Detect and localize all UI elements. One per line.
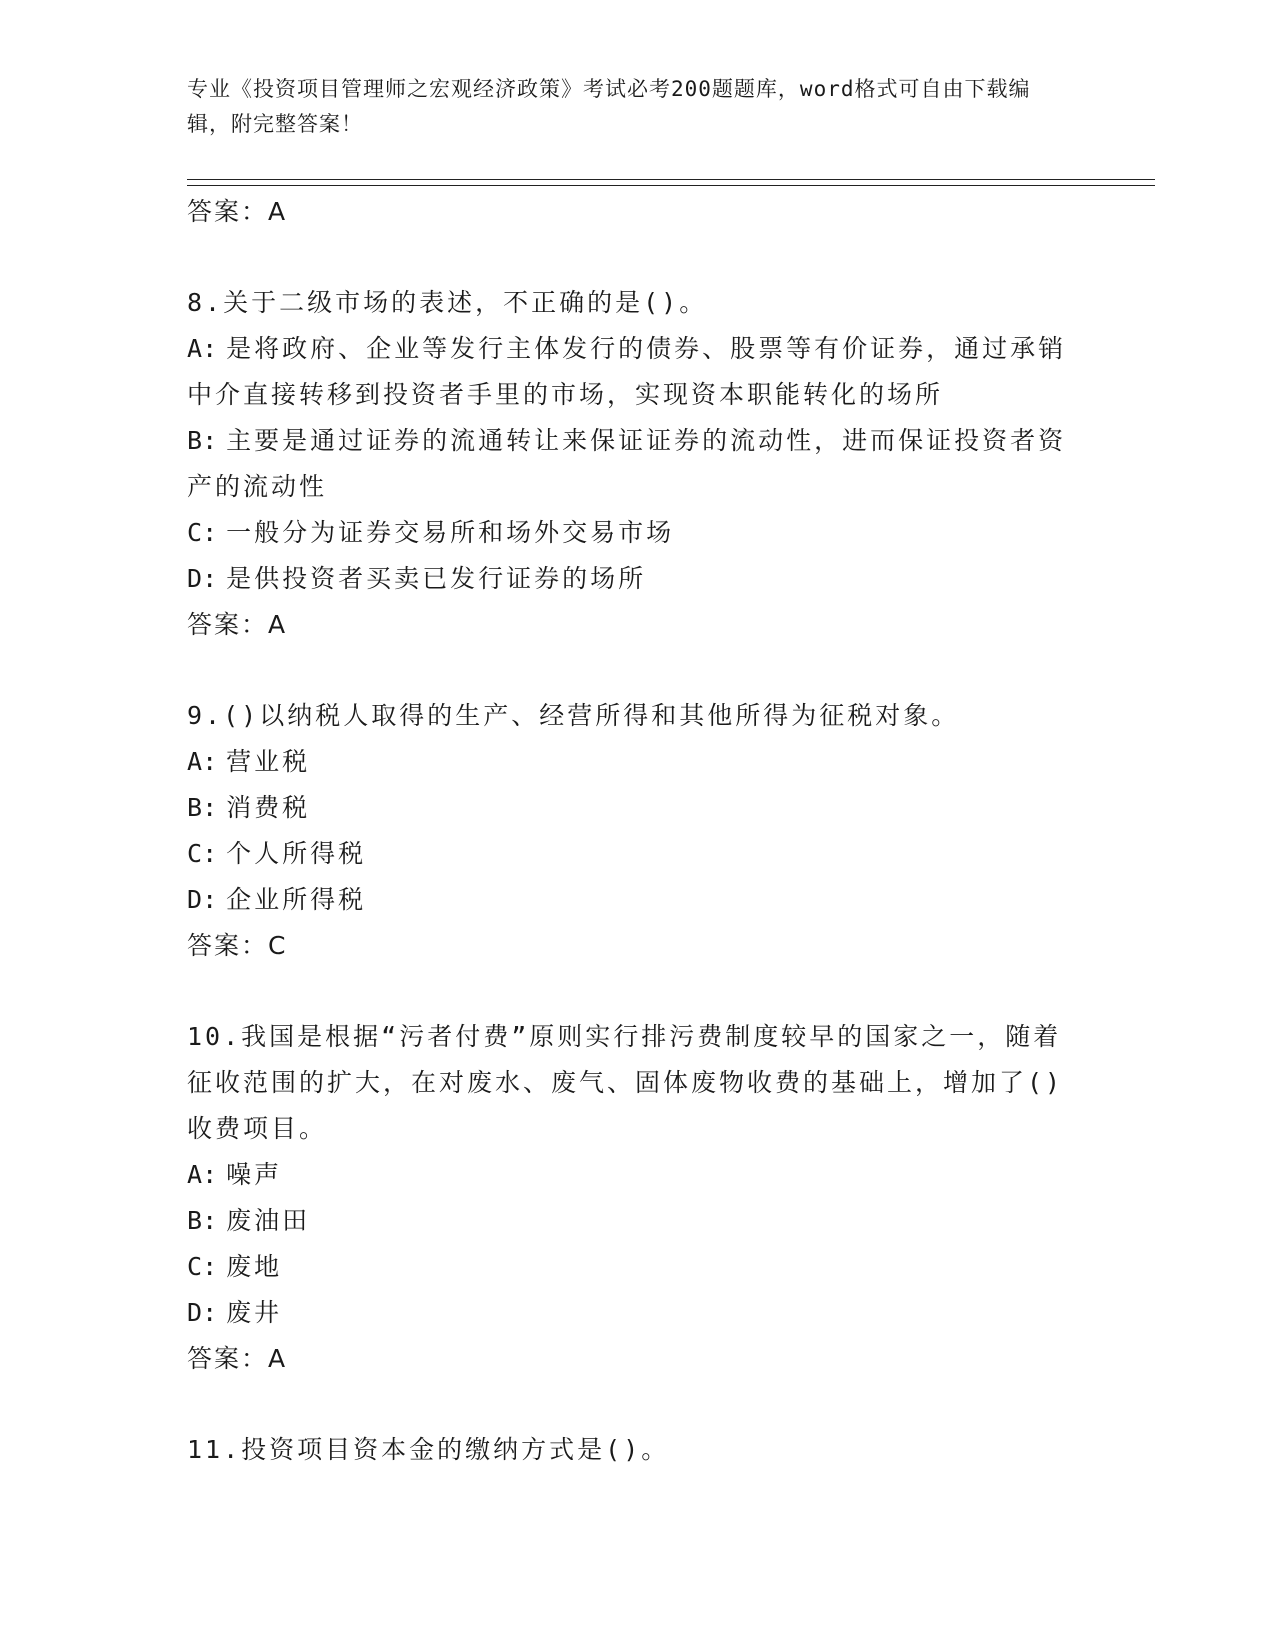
answer-value: A xyxy=(268,1344,287,1373)
option-text: 企业所得税 xyxy=(226,885,367,914)
header-rule-bottom xyxy=(187,185,1155,186)
option-separator: : xyxy=(202,1252,221,1281)
option-text: 主要是通过证券的流通转让来保证证券的流动性，进而保证投资者资产的流动性 xyxy=(187,426,1067,501)
option-key: B xyxy=(187,426,203,455)
option-text: 噪声 xyxy=(226,1160,283,1189)
option-c xyxy=(187,831,1087,877)
option-key: D xyxy=(187,1298,203,1327)
question-stem: 11.投资项目资本金的缴纳方式是()。 xyxy=(187,1435,670,1464)
option-separator: : xyxy=(202,518,221,547)
option-key: A xyxy=(187,747,203,776)
question-block xyxy=(187,693,1087,969)
option-separator: : xyxy=(202,747,221,776)
option-separator: : xyxy=(202,564,221,593)
option-separator: : xyxy=(202,1206,221,1235)
answer-value: C xyxy=(268,931,287,960)
document-header: 专业《投资项目管理师之宏观经济政策》考试必考200题题库，word格式可自由下载编辑，附完整答案！ xyxy=(187,77,1031,136)
option-text: 个人所得税 xyxy=(226,839,367,868)
option-key: C xyxy=(187,518,203,547)
answer-line xyxy=(187,923,1087,969)
option-key: C xyxy=(187,1252,203,1281)
option-separator: : xyxy=(202,793,221,822)
option-key: B xyxy=(187,1206,203,1235)
header-rule-top xyxy=(187,179,1155,180)
option-key: D xyxy=(187,885,203,914)
option-b xyxy=(187,418,1087,510)
option-c xyxy=(187,1244,1087,1290)
option-a xyxy=(187,326,1087,418)
option-separator: : xyxy=(202,1298,221,1327)
option-key: A xyxy=(187,334,203,363)
question-stem: 8.关于二级市场的表述，不正确的是()。 xyxy=(187,288,708,317)
question-list xyxy=(187,189,1087,1473)
option-text: 废油田 xyxy=(226,1206,311,1235)
answer-label: 答案： xyxy=(187,931,269,960)
option-a xyxy=(187,1152,1087,1198)
option-c xyxy=(187,510,1087,556)
option-separator: : xyxy=(202,839,221,868)
answer-label: 答案： xyxy=(187,1344,269,1373)
option-text: 一般分为证券交易所和场外交易市场 xyxy=(226,518,675,547)
option-d xyxy=(187,1290,1087,1336)
question-block xyxy=(187,1014,1087,1382)
option-b xyxy=(187,785,1087,831)
option-key: C xyxy=(187,839,203,868)
option-separator: : xyxy=(202,1160,221,1189)
option-text: 消费税 xyxy=(226,793,311,822)
option-text: 废地 xyxy=(226,1252,283,1281)
option-d xyxy=(187,556,1087,602)
option-a xyxy=(187,739,1087,785)
answer-line xyxy=(187,1336,1087,1382)
option-key: B xyxy=(187,793,203,822)
question-block xyxy=(187,1427,1087,1473)
answer-value: A xyxy=(268,610,287,639)
answer-value: A xyxy=(268,197,287,226)
option-separator: : xyxy=(202,334,221,363)
answer-line xyxy=(187,189,1087,235)
questions-container xyxy=(187,280,1087,1473)
question-stem: 10.我国是根据“污者付费”原则实行排污费制度较早的国家之一，随着征收范围的扩大，在对废水、废气、固体废物收费的基础上，增加了()收费项目。 xyxy=(187,1022,1064,1143)
option-key: A xyxy=(187,1160,203,1189)
option-d xyxy=(187,877,1087,923)
answer-label: 答案： xyxy=(187,610,269,639)
option-text: 营业税 xyxy=(226,747,311,776)
option-text: 是将政府、企业等发行主体发行的债券、股票等有价证券，通过承销中介直接转移到投资者手里的市场，实现资本职能转化的场所 xyxy=(187,334,1067,409)
option-text: 废井 xyxy=(226,1298,283,1327)
option-key: D xyxy=(187,564,203,593)
option-separator: : xyxy=(202,426,221,455)
question-block xyxy=(187,280,1087,648)
answer-label: 答案： xyxy=(187,197,269,226)
answer-line xyxy=(187,602,1087,648)
option-text: 是供投资者买卖已发行证券的场所 xyxy=(226,564,647,593)
option-separator: : xyxy=(202,885,221,914)
option-b xyxy=(187,1198,1087,1244)
question-stem: 9.()以纳税人取得的生产、经营所得和其他所得为征税对象。 xyxy=(187,701,960,730)
